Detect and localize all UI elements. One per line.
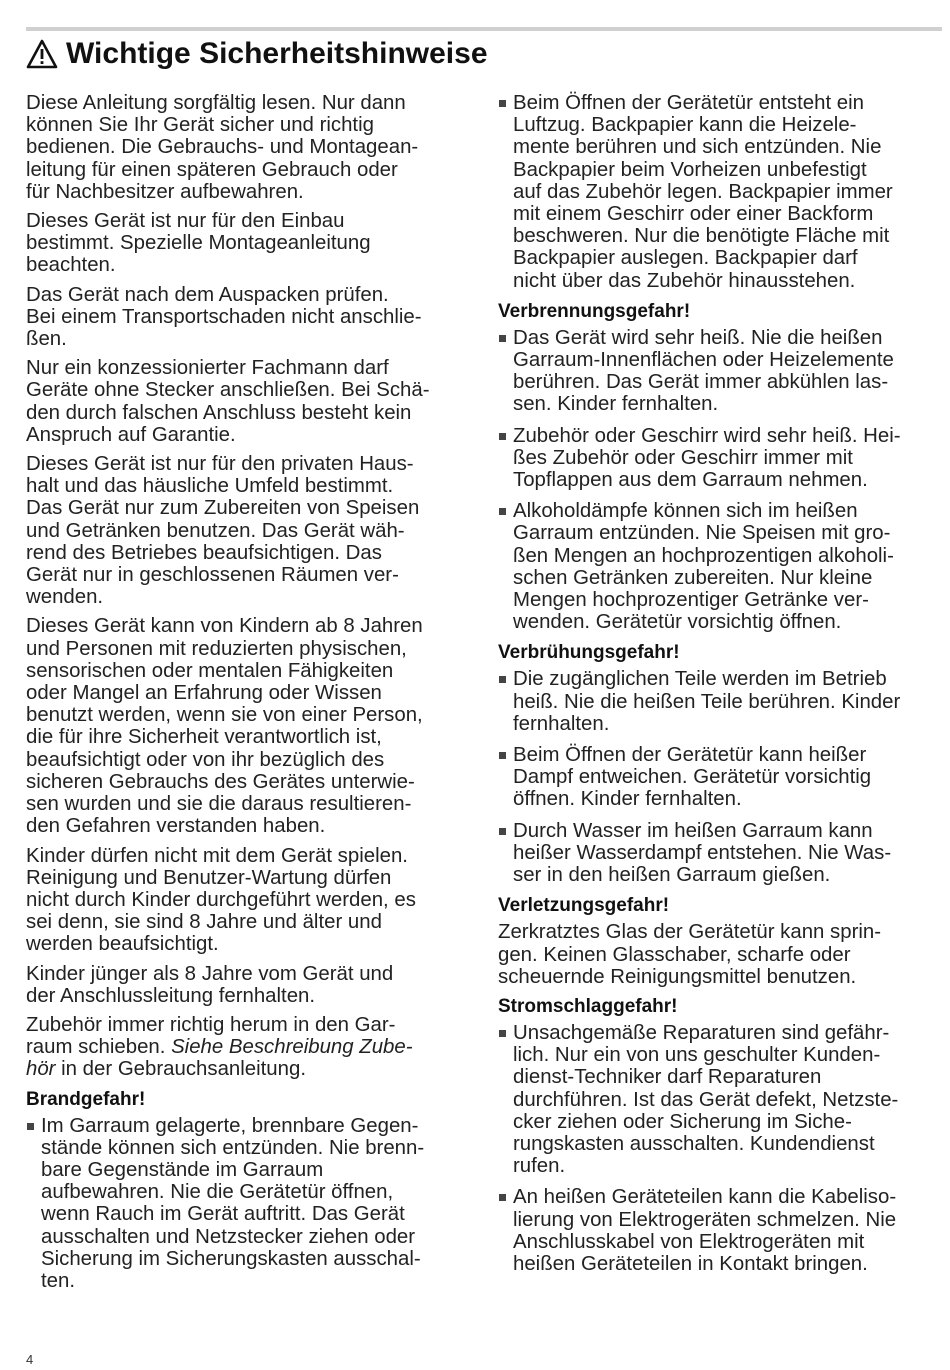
text-run: Zubehör immer richtig herum in den Gar- raum schieben. <box>26 1013 396 1059</box>
section-heading-brandgefahr: Brandgefahr! <box>26 1088 146 1110</box>
list-item: Das Gerät wird sehr heiß. Nie die heißen Garraum-Innenflächen oder Heizelemente berühren. Das Gerät immer abkühlen las- sen. Kinder fernhalten. <box>498 327 942 416</box>
cross-reference: Siehe Beschreibung Zube- hör <box>26 1036 413 1081</box>
paragraph: Dieses Gerät kann von Kindern ab 8 Jahren und Personen mit reduzierten physischen, sensorischen oder mentalen Fähigkeiten oder Mangel an Erfahrung oder Wissen benutzt werden, wenn sie von einer Person, die für ihre Sicherheit verantwortlich ist, beaufsichtigt oder von ihr bezüglich des sicheren Gebrauchs des Gerätes unterwie- sen wurden und sie die daraus resultieren- den Gefahren verstanden haben. <box>26 615 423 838</box>
list-item: Beim Öffnen der Gerätetür kann heißer Dampf entweichen. Gerätetür vorsichtig öffnen. Kinder fernhalten. <box>498 744 942 811</box>
left-column <box>26 92 476 1301</box>
paragraph: Kinder jünger als 8 Jahre vom Gerät und der Anschlussleitung fernhalten. <box>26 962 394 1007</box>
section-heading-verbrennungsgefahr: Verbrennungsgefahr! <box>498 300 691 322</box>
page-title-text: Wichtige Sicherheitshinweise <box>66 37 488 70</box>
page-number: 4 <box>26 1352 34 1367</box>
list-item: Durch Wasser im heißen Garraum kann heißer Wasserdampf entstehen. Nie Was- ser in den heißen Garraum gießen. <box>498 820 942 887</box>
section-heading-stromschlaggefahr: Stromschlaggefahr! <box>498 995 678 1017</box>
paragraph: Nur ein konzessionierter Fachmann darf Geräte ohne Stecker anschließen. Bei Schä- den durch falschen Anschluss besteht kein Anspruch auf Garantie. <box>26 357 430 446</box>
paragraph: Zerkratztes Glas der Gerätetür kann sprin- gen. Keinen Glasschaber, scharfe oder scheuernde Reinigungsmittel benutzen. <box>498 921 882 988</box>
top-rule <box>26 27 942 31</box>
paragraph: Dieses Gerät ist nur für den privaten Haus- halt und das häusliche Umfeld bestimmt. Das Gerät nur zum Zubereiten von Speisen und Getränken benutzen. Das Gerät wäh- rend des Betriebes beaufsichtigen. Das Gerät nur in geschlossenen Räumen ver- wenden. <box>26 453 420 609</box>
list-item: Unsachgemäße Reparaturen sind gefähr- lich. Nur ein von uns geschulter Kunden- dienst-Techniker darf Reparaturen durchführen. Ist das Gerät defekt, Netzste- cker ziehen oder Sicherung im Siche- rungskasten ausschalten. Kundendienst rufen. <box>498 1022 942 1177</box>
right-column <box>498 92 942 1284</box>
paragraph: Dieses Gerät ist nur für den Einbau bestimmt. Spezielle Montageanleitung beachten. <box>26 210 371 277</box>
paragraph: Das Gerät nach dem Auspacken prüfen. Bei einem Transportschaden nicht anschlie- ßen. <box>26 283 422 351</box>
text-run: in der Gebrauchsanleitung. <box>55 1058 306 1081</box>
list-item: An heißen Geräteteilen kann die Kabeliso- lierung von Elektrogeräten schmelzen. Nie Anschlusskabel von Elektrogeräten mit heißen Geräteteilen in Kontakt bringen. <box>498 1186 942 1275</box>
section-heading-verbruehungsgefahr: Verbrühungsgefahr! <box>498 642 680 664</box>
list-item: Alkoholdämpfe können sich im heißen Garraum entzünden. Nie Speisen mit gro- ßen Mengen an hochprozentigen alkoholi- schen Getränken zubereiten. Nur kleine Mengen hochprozentiger Getränke ver- wenden. Gerätetür vorsichtig öffnen. <box>498 500 942 633</box>
list-item: Beim Öffnen der Gerätetür entsteht ein Luftzug. Backpapier kann die Heizele- mente berühren und sich entzünden. Nie Backpapier beim Vorheizen unbefestigt auf das Zubehör legen. Backpapier immer mit einem Geschirr oder einer Backform beschweren. Nur die benötigte Fläche mit Backpapier auslegen. Backpapier darf nicht über das Zubehör hinausstehen. <box>498 92 942 292</box>
paragraph: Kinder dürfen nicht mit dem Gerät spielen. Reinigung und Benutzer-Wartung dürfen nicht durch Kinder durchgeführt werden, es sei denn, sie sind 8 Jahre und älter und werden beaufsichtigt. <box>26 844 416 956</box>
paragraph <box>26 1014 476 1081</box>
warning-icon <box>26 39 58 69</box>
list-item: Die zugänglichen Teile werden im Betrieb heiß. Nie die heißen Teile berühren. Kinder fernhalten. <box>498 668 942 735</box>
page-title <box>26 36 488 72</box>
section-heading-verletzungsgefahr: Verletzungsgefahr! <box>498 895 670 917</box>
list-item: Zubehör oder Geschirr wird sehr heiß. Hei- ßes Zubehör oder Geschirr immer mit Topflappen aus dem Garraum nehmen. <box>498 425 942 492</box>
paragraph: Diese Anleitung sorgfältig lesen. Nur dann können Sie Ihr Gerät sicher und richtig bedienen. Die Gebrauchs- und Montagean- leitung für einen späteren Gebrauch oder für Nachbesitzer aufbewahren. <box>26 92 419 203</box>
list-item: Im Garraum gelagerte, brennbare Gegen- stände können sich entzünden. Nie brenn- bare Gegenstände im Garraum aufbewahren. Nie die Gerätetür öffnen, wenn Rauch im Gerät auftritt. Das Gerät ausschalten und Netzstecker ziehen oder Sicherung im Sicherungskasten ausschal- ten. <box>26 1115 476 1293</box>
